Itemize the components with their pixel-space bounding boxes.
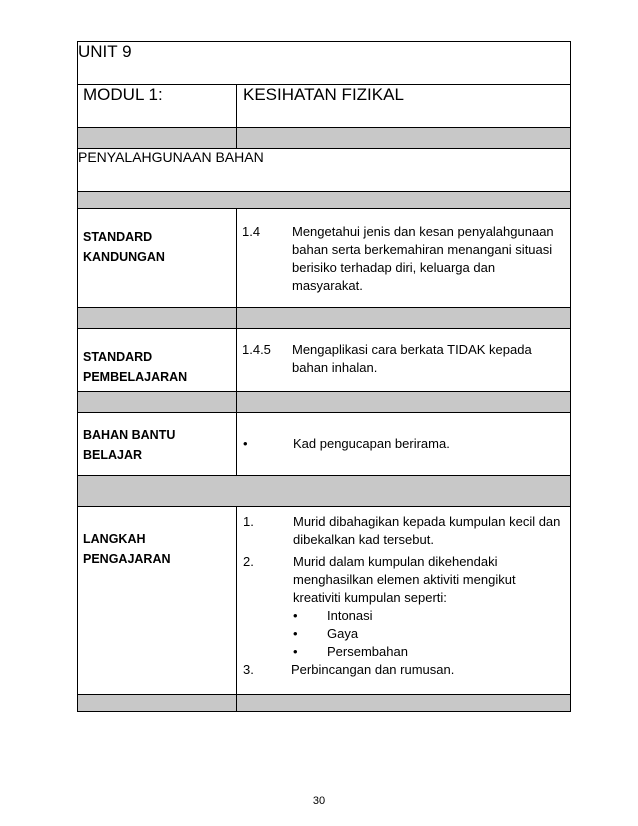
- modul-value: KESIHATAN FIZIKAL: [237, 85, 571, 128]
- step-text: Murid dalam kumpulan dikehendaki menghasilkan elemen aktiviti mengikut kreativiti kumpulan seperti:: [293, 554, 516, 605]
- label-line: LANGKAH: [83, 532, 146, 546]
- bullet-icon: •: [293, 626, 298, 641]
- topic-row: [78, 149, 571, 192]
- langkah-label: [78, 507, 237, 695]
- step-item: [243, 661, 564, 679]
- list-item: [293, 643, 564, 661]
- bullet-icon: •: [243, 436, 248, 451]
- label-line: BAHAN BANTU: [83, 428, 176, 442]
- label-line: STANDARD: [83, 230, 153, 244]
- topic-title: PENYALAHGUNAAN BAHAN: [78, 149, 571, 192]
- bahan-bantu-content: [237, 413, 571, 476]
- step-number: 3.: [243, 662, 254, 677]
- standard-number: 1.4: [242, 224, 261, 239]
- unit-title: UNIT 9: [78, 42, 571, 85]
- standard-pembelajaran-content: [237, 329, 571, 392]
- step-text: Murid dibahagikan kepada kumpulan kecil dan dibekalkan kad tersebut.: [293, 514, 561, 547]
- separator-row: [78, 392, 571, 413]
- modul-label: MODUL 1:: [78, 85, 237, 128]
- list-item: [293, 607, 564, 625]
- standard-pembelajaran-label: [78, 329, 237, 392]
- bullet-icon: •: [293, 644, 298, 659]
- bullet-icon: •: [293, 608, 298, 623]
- step-text: Perbincangan dan rumusan.: [291, 662, 455, 677]
- bahan-bantu-row: [78, 413, 571, 476]
- label-line: PEMBELAJARAN: [83, 370, 188, 384]
- list-item-text: Persembahan: [327, 644, 408, 659]
- separator-row: [78, 476, 571, 507]
- step-number: 1.: [243, 514, 254, 529]
- bahan-text: Kad pengucapan berirama.: [293, 436, 450, 451]
- label-line: KANDUNGAN: [83, 250, 165, 264]
- sub-list: [243, 607, 564, 661]
- separator-row: [78, 308, 571, 329]
- list-item: [293, 625, 564, 643]
- bahan-bantu-label: [78, 413, 237, 476]
- separator-row: [78, 128, 571, 149]
- step-item: [243, 553, 564, 607]
- separator-row: [78, 695, 571, 712]
- list-item-text: Gaya: [327, 626, 359, 641]
- standard-kandungan-label: [78, 209, 237, 308]
- label-line: PENGAJARAN: [83, 552, 171, 566]
- unit-row: [78, 42, 571, 85]
- label-line: BELAJAR: [83, 448, 143, 462]
- separator-row: [78, 192, 571, 209]
- standard-kandungan-row: [78, 209, 571, 308]
- lesson-plan-table: [77, 41, 571, 712]
- page-number: 30: [312, 795, 326, 807]
- list-item-text: Intonasi: [327, 608, 373, 623]
- standard-text: Mengaplikasi cara berkata TIDAK kepada bahan inhalan.: [292, 342, 532, 375]
- standard-text: Mengetahui jenis dan kesan penyalahgunaan bahan serta berkemahiran menangani situasi berisiko terhadap diri, keluarga dan masyarakat.: [292, 224, 554, 293]
- label-line: STANDARD: [83, 350, 153, 364]
- modul-row: [78, 85, 571, 128]
- langkah-row: [78, 507, 571, 695]
- langkah-content: [237, 507, 571, 695]
- standard-number: 1.4.5: [242, 342, 271, 357]
- standard-pembelajaran-row: [78, 329, 571, 392]
- step-number: 2.: [243, 554, 254, 569]
- standard-kandungan-content: [237, 209, 571, 308]
- step-item: [243, 513, 564, 549]
